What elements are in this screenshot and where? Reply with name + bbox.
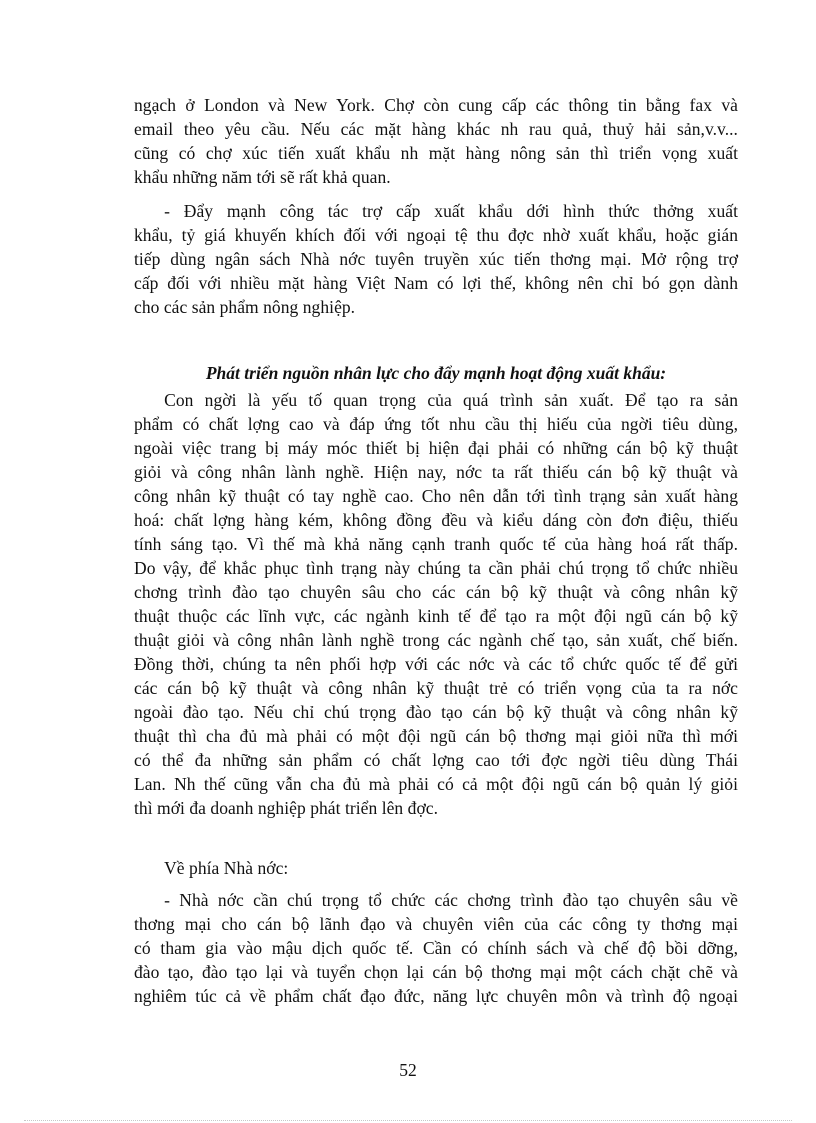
text-line: cho các sản phẩm nông nghiệp. [134, 297, 356, 317]
text-line: khẩu những năm tới sẽ rất khả quan. [134, 167, 391, 187]
text-line: phẩm có chất lợng cao và đáp ứng tốt nhu cầu thị hiếu của ngời tiêu dùng, [134, 414, 738, 434]
text-line: Lan. Nh thế cũng vẫn cha đủ mà phải có cả một đội ngũ cán bộ quản lý giỏi [134, 774, 738, 794]
text-line: cũng có chợ xúc tiến xuất khẩu nh mặt hàng nông sản thì triển vọng xuất [134, 143, 738, 163]
text-line: công nhân kỹ thuật có tay nghề cao. Cho nên dẫn tới tình trạng sản xuất hàng [134, 486, 738, 506]
text-line: chơng trình đào tạo chuyên sâu cho các cán bộ kỹ thuật và công nhân kỹ [134, 582, 738, 602]
text-line: ngạch ở London và New York. Chợ còn cung cấp các thông tin bằng fax và [134, 95, 738, 115]
text-line: Con ngời là yếu tố quan trọng của quá trình sản xuất. Để tạo ra sản [164, 390, 738, 410]
text-line: thuật giỏi và công nhân lành nghề trong các ngành chế tạo, sản xuất, chế biến. [134, 630, 738, 650]
text-line: các cán bộ kỹ thuật và công nhân kỹ thuật trẻ có triển vọng của ta ra nớc [134, 678, 738, 698]
text-line: Do vậy, để khắc phục tình trạng này chúng ta cần phải chú trọng tổ chức nhiều [134, 558, 738, 578]
paragraph-state-training [134, 888, 738, 1008]
text-line: cấp đối với nhiều mặt hàng Việt Nam có lợi thế, không nên chỉ bó gọn dành [134, 273, 738, 293]
text-line: có tham gia vào mậu dịch quốc tế. Cần có chính sách và chế độ bồi dỡng, [134, 938, 738, 958]
text-line: ngoài việc trang bị máy móc thiết bị hiện đại phải có những cán bộ kỹ thuật [134, 438, 738, 458]
paragraph-export-subsidy [134, 199, 738, 319]
text-line: tính sáng tạo. Vì thế mà khả năng cạnh tranh quốc tế của hàng hoá rất thấp. [134, 534, 738, 554]
text-line: thơng mại cho cán bộ lãnh đạo và chuyên viên của các công ty thơng mại [134, 914, 738, 934]
text-line: thuật thì cha đủ mà phải có một đội ngũ cán bộ thơng mại giỏi nữa thì mới [134, 726, 738, 746]
text-line: giỏi và công nhân lành nghề. Hiện nay, nớc ta rất thiếu cán bộ kỹ thuật và [134, 462, 738, 482]
text-line: - Nhà nớc cần chú trọng tổ chức các chơng trình đào tạo chuyên sâu về [164, 890, 738, 910]
text-line: khẩu, tỷ giá khuyến khích đối với ngoại tệ thu đợc nhờ xuất khẩu, hoặc gián [134, 225, 738, 245]
text-line: hoá: chất lợng hàng kém, không đồng đều và kiểu dáng còn đơn điệu, thiếu [134, 510, 738, 530]
text-line: có thể đa những sản phẩm có chất lợng cao tới đợc ngời tiêu dùng Thái [134, 750, 738, 770]
text-line: nghiêm túc cả về phẩm chất đạo đức, năng lực chuyên môn và trình độ ngoại [134, 986, 738, 1006]
paragraph-human-resources [134, 388, 738, 820]
page-bottom-divider [24, 1120, 792, 1121]
text-line: đào tạo, đào tạo lại và tuyển chọn lại cán bộ thơng mại một cách chặt chẽ và [134, 962, 738, 982]
section-heading: Phát triển nguồn nhân lực cho đẩy mạnh hoạt động xuất khẩu: [205, 363, 667, 383]
text-line: Về phía Nhà nớc: [164, 858, 289, 878]
text-line: email theo yêu cầu. Nếu các mặt hàng khác nh rau quả, thuỷ hải sản,v.v... [134, 119, 738, 139]
text-line: tiếp dùng ngân sách Nhà nớc tuyên truyền xúc tiến thơng mại. Mở rộng trợ [134, 249, 738, 269]
text-line: thuật thuộc các lĩnh vực, các ngành kinh tế để tạo ra một đội ngũ cán bộ kỹ [134, 606, 738, 626]
text-line: thì mới đa doanh nghiệp phát triển lên đợc. [134, 798, 438, 818]
text-line: Đồng thời, chúng ta nên phối hợp với các nớc và các tổ chức quốc tế để gửi [134, 654, 738, 674]
text-line: ngoài đào tạo. Nếu chỉ chú trọng đào tạo cán bộ kỹ thuật và công nhân kỹ [134, 702, 738, 722]
text-line: - Đẩy mạnh công tác trợ cấp xuất khẩu dới hình thức thởng xuất [164, 201, 738, 221]
paragraph-market-info [134, 93, 738, 189]
page-number: 52 [399, 1060, 417, 1080]
paragraph-state-side [134, 856, 738, 880]
